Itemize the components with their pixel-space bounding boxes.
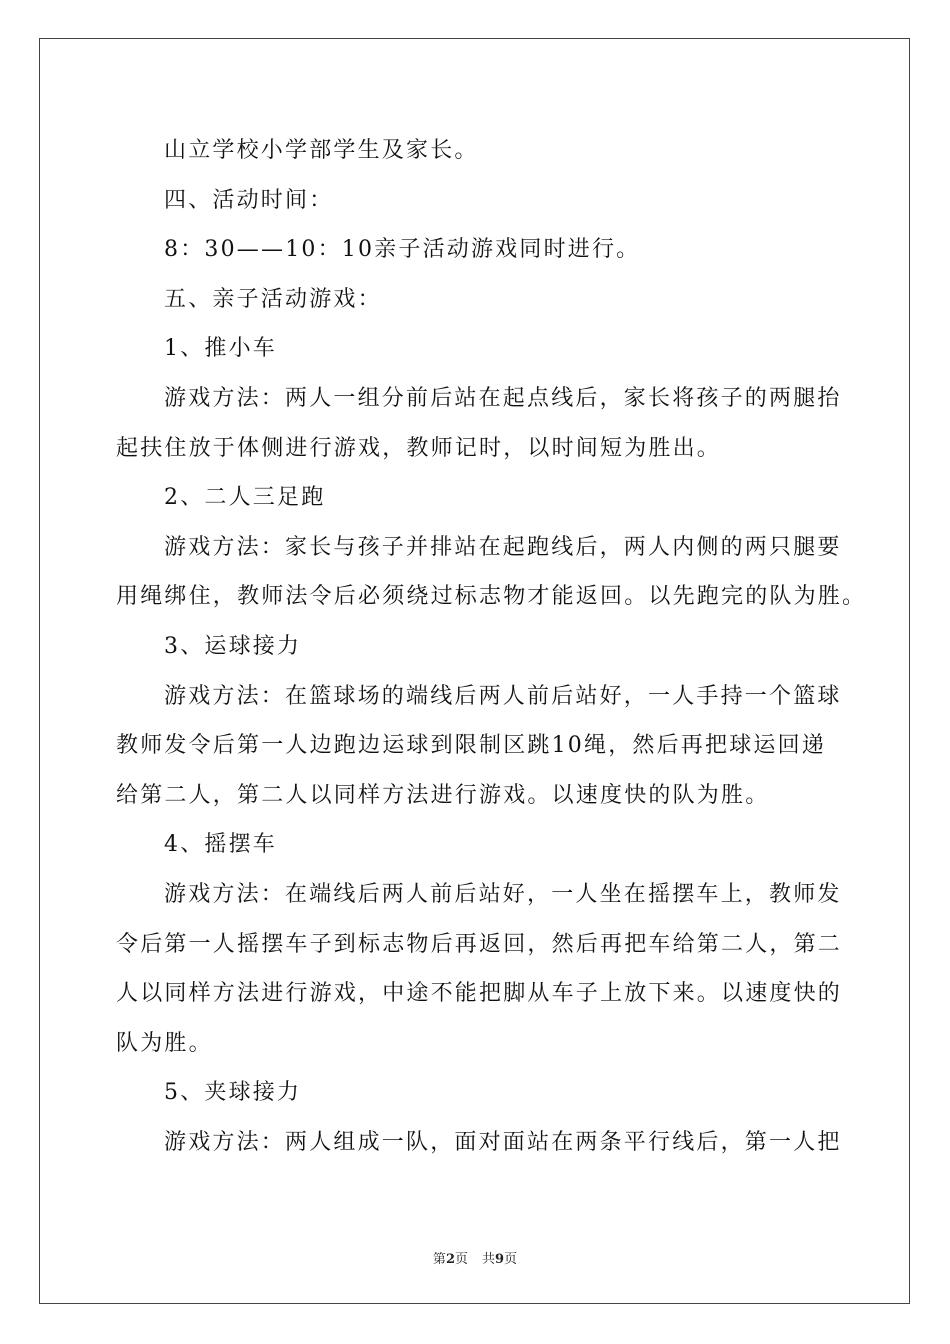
text-line: 山立学校小学部学生及家长。 bbox=[164, 138, 479, 163]
footer-total-suffix: 页 bbox=[504, 1252, 518, 1267]
text-line: 8：30——10：10亲子活动游戏同时进行。 bbox=[164, 237, 641, 263]
text-line: 游戏方法：两人组成一队，面对面站在两条平行线后，第一人把 bbox=[164, 1129, 842, 1155]
footer-prefix: 第 bbox=[432, 1252, 446, 1267]
section-heading: 四、活动时间： bbox=[164, 187, 334, 213]
game-title: 1、推小车 bbox=[164, 336, 277, 362]
text-line: 游戏方法：在端线后两人前后站好，一人坐在摇摆车上，教师发 bbox=[164, 881, 842, 907]
current-page-number: 2 bbox=[445, 1252, 455, 1267]
text-line: 起扶住放于体侧进行游戏，教师记时，以时间短为胜出。 bbox=[116, 435, 722, 461]
text-line: 用绳绑住，教师法令后必须绕过标志物才能返回。以先跑完的队为胜。 bbox=[116, 584, 867, 610]
footer-total-prefix: 共 bbox=[482, 1252, 496, 1267]
game-title: 4、摇摆车 bbox=[164, 832, 277, 858]
text-line: 教师发令后第一人边跑边运球到限制区跳10绳，然后再把球运回递 bbox=[116, 733, 826, 759]
text-line: 队为胜。 bbox=[116, 1030, 213, 1056]
page-footer bbox=[0, 1248, 950, 1267]
footer-page-suffix: 页 bbox=[454, 1252, 468, 1267]
text-line: 人以同样方法进行游戏，中途不能把脚从车子上放下来。以速度快的 bbox=[116, 981, 843, 1007]
section-heading: 五、亲子活动游戏： bbox=[164, 286, 382, 312]
text-line: 游戏方法：家长与孩子并排站在起跑线后，两人内侧的两只腿要 bbox=[164, 534, 842, 560]
game-title: 3、运球接力 bbox=[164, 633, 302, 659]
total-pages-number: 9 bbox=[495, 1252, 505, 1267]
game-title: 5、夹球接力 bbox=[164, 1080, 302, 1106]
document-body bbox=[116, 126, 867, 1167]
game-title: 2、二人三足跑 bbox=[164, 485, 326, 511]
text-line: 令后第一人摇摆车子到标志物后再返回，然后再把车给第二人，第二 bbox=[116, 931, 843, 957]
text-line: 给第二人，第二人以同样方法进行游戏。以速度快的队为胜。 bbox=[116, 782, 770, 808]
text-line: 游戏方法：在篮球场的端线后两人前后站好，一人手持一个篮球 bbox=[164, 683, 842, 709]
text-line: 游戏方法：两人一组分前后站在起点线后，家长将孩子的两腿抬 bbox=[164, 385, 842, 411]
